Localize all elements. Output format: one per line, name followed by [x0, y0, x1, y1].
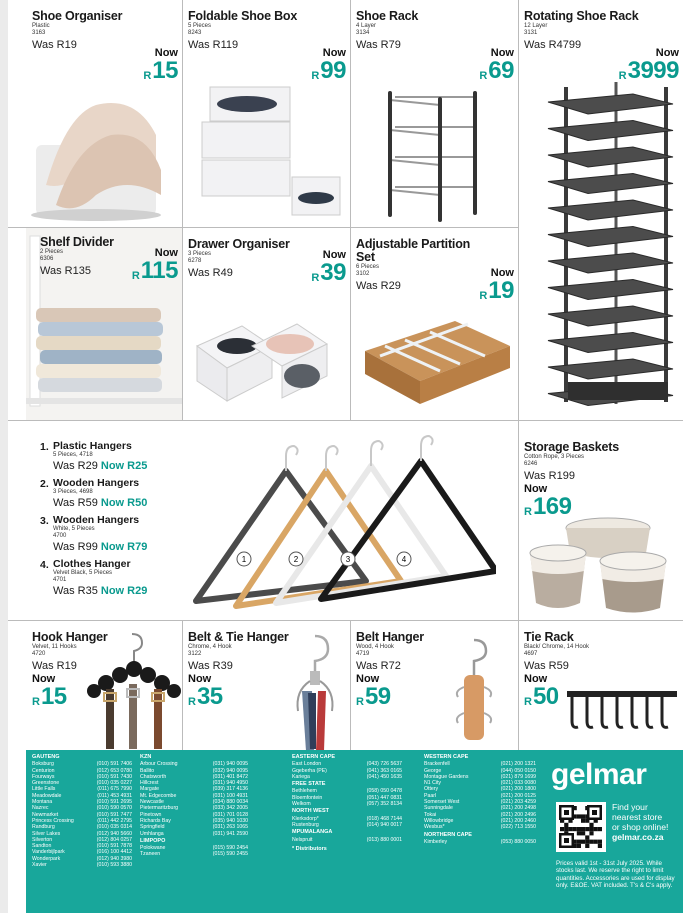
store-name: Newmarket: [32, 811, 59, 818]
hanger-meta: 3 Pieces, 4698: [53, 489, 93, 495]
product-name: Storage Baskets: [524, 440, 619, 454]
product-meta: 12 Layer: [524, 23, 548, 29]
product-name: Tie Rack: [524, 630, 574, 644]
store-name: Sandton: [32, 843, 52, 850]
store-name: Tokai: [424, 811, 437, 818]
hanger-number: 4.: [40, 559, 49, 571]
product-belt-hanger[interactable]: [350, 621, 518, 750]
region-title: LIMPOPO: [140, 837, 166, 844]
store-name: Welkom: [292, 801, 311, 808]
store-name: Paarl: [424, 792, 437, 799]
hanger-label-1: 1: [241, 555, 247, 564]
store-name: Boksburg: [32, 761, 54, 768]
product-name: Shelf Divider: [40, 235, 114, 249]
store-name: Wonderpark: [32, 855, 61, 862]
product-code: 3122: [188, 651, 202, 657]
product-meta: 5 Pieces: [188, 23, 212, 29]
store-phone: (010) 035 0314: [96, 824, 132, 831]
hanger-name: Clothes Hanger: [53, 558, 131, 570]
now-label: Now: [655, 47, 679, 59]
store-name: Mt. Edgecombe: [140, 792, 177, 799]
region-eastern-cape: [292, 754, 402, 853]
product-code: 6306: [40, 256, 54, 262]
now-label: Now: [188, 673, 212, 685]
hanger-name: Plastic Hangers: [53, 440, 132, 452]
store-name: Arbour Crossing: [140, 761, 178, 768]
store-row: [424, 839, 536, 845]
store-name: Bethlehem: [292, 788, 317, 795]
product-name: Shoe Rack: [356, 9, 419, 23]
store-row: [292, 801, 402, 807]
store-name: Newcastle: [140, 799, 164, 806]
store-directory-footer: [26, 750, 683, 913]
store-name: Chatsworth: [140, 773, 167, 780]
store-phone: (039) 317 4136: [212, 786, 248, 793]
product-meta: 3 Pieces: [188, 251, 212, 257]
product-code: 6246: [524, 461, 538, 467]
store-phone: (010) 591 7477: [96, 811, 132, 818]
store-name: Montana: [32, 799, 53, 806]
store-phone: (010) 591 7430: [96, 773, 132, 780]
store-phone: (010) 593 3880: [96, 862, 132, 869]
store-name: Ottery: [424, 786, 439, 793]
website-link[interactable]: gelmar.co.za: [612, 832, 664, 842]
product-code: 3163: [32, 30, 46, 36]
store-name: George: [424, 767, 442, 774]
hangers-image: [176, 431, 496, 620]
store-name: N1 City: [424, 780, 442, 787]
store-phone: (021) 200 1800: [500, 786, 536, 793]
store-phone: (010) 035 0227: [96, 780, 132, 787]
store-phone: (057) 352 8134: [366, 801, 402, 808]
store-phone: (010) 590 0570: [96, 805, 132, 812]
region-kzn: [140, 754, 248, 858]
store-phone: (012) 804 0257: [96, 836, 132, 843]
store-name: Richards Bay: [140, 817, 171, 824]
now-label: Now: [524, 673, 548, 685]
store-phone: (012) 940 3980: [96, 855, 132, 862]
product-name: Hook Hanger: [32, 630, 108, 644]
product-name: Belt & Tie Hanger: [188, 630, 289, 644]
store-name: Kariega: [292, 773, 310, 780]
partition-set-image: [350, 316, 518, 416]
was-price: Was R29: [356, 280, 401, 292]
store-phone: (031) 940 4950: [212, 780, 248, 787]
product-meta: Black/ Chrome, 14 Hook: [524, 644, 590, 650]
was-price: Was R135: [40, 265, 91, 277]
was-price: Was R119: [188, 39, 239, 51]
product-shoe-organiser[interactable]: [26, 0, 182, 227]
hanger-label-4: 4: [401, 555, 407, 564]
now-label: Now: [490, 47, 514, 59]
product-name: Belt Hanger: [356, 630, 424, 644]
store-phone: (035) 940 1030: [212, 817, 248, 824]
store-phone: (034) 880 0034: [212, 799, 248, 806]
belt-hanger-image: [444, 635, 504, 750]
product-rotating-shoe-rack[interactable]: [518, 0, 683, 420]
product-code: 4719: [356, 651, 370, 657]
hanger-number: 3.: [40, 515, 49, 527]
store-phone: (041) 363 0165: [366, 767, 402, 774]
now-price: $^R$115: [131, 257, 178, 284]
hook-hanger-image: [84, 629, 182, 749]
store-phone: (011) 453 4931: [97, 792, 132, 799]
now-label: Now: [154, 47, 178, 59]
product-code: 3131: [524, 30, 538, 36]
store-name: Pinetown: [140, 811, 162, 818]
was-price: Was R19: [32, 660, 77, 672]
region-title: FREE STATE: [292, 781, 326, 788]
hanger-number: 1.: [40, 441, 49, 453]
store-name: Brackenfell: [424, 761, 450, 768]
find-line-1: Find your: [612, 802, 648, 812]
store-phone: (032) 940 0095: [212, 767, 248, 774]
store-phone: (016) 100 4412: [96, 849, 132, 856]
store-phone: (044) 050 0150: [500, 767, 536, 774]
product-meta: Plastic: [32, 23, 50, 29]
product-meta: 6 Pieces: [356, 264, 380, 270]
hanger-name: Wooden Hangers: [53, 514, 140, 526]
product-meta: Wood, 4 Hook: [356, 644, 394, 650]
now-price: $^R$69: [479, 57, 514, 84]
was-price: Was R49: [188, 267, 233, 279]
store-name: Meadowdale: [32, 792, 62, 799]
product-code: 4720: [32, 651, 46, 657]
was-price: Was R199: [524, 470, 575, 482]
drawer-organiser-image: [182, 306, 350, 416]
store-phone: (031) 940 0095: [212, 761, 248, 768]
store-name: Greenstone: [32, 780, 60, 787]
store-name: Hillcrest: [140, 780, 159, 787]
product-meta: Chrome, 4 Hook: [188, 644, 232, 650]
product-shelf-divider[interactable]: [26, 228, 182, 420]
store-name: Gqeberha (PE): [292, 767, 327, 774]
store-name: Bloemfontein: [292, 794, 323, 801]
region-title: KZN: [140, 754, 152, 760]
product-name: Foldable Shoe Box: [188, 9, 298, 23]
store-name: Ballito: [140, 767, 155, 774]
store-phone: (043) 726 5637: [366, 761, 402, 768]
find-store-text: [612, 802, 668, 842]
store-row: [292, 837, 402, 843]
product-adjustable-partition-set[interactable]: [350, 228, 518, 420]
store-name: Princess Crossing: [32, 817, 74, 824]
store-phone: (010) 591 7878: [96, 843, 132, 850]
store-name: Willowbridge: [424, 817, 454, 824]
store-name: Randburg: [32, 824, 55, 831]
store-row: [140, 851, 248, 857]
store-row: [292, 774, 402, 780]
store-phone: (022) 713 1550: [500, 824, 536, 831]
store-phone: (011) 442 2795: [97, 817, 132, 824]
store-phone: (012) 653 0780: [96, 767, 132, 774]
store-phone: (021) 203 4259: [500, 799, 536, 806]
store-name: Wesbus*: [424, 824, 445, 831]
store-phone: (031) 263 1065: [212, 824, 248, 831]
now-label: Now: [524, 483, 548, 495]
hanger-meta: 5 Pieces, 4718: [53, 452, 93, 458]
store-name: Margate: [140, 786, 160, 793]
store-phone: (013) 880 0001: [366, 836, 402, 843]
now-price: $^R$99: [311, 57, 346, 84]
store-phone: (014) 940 0017: [366, 821, 402, 828]
find-line-3: or shop online!: [612, 822, 669, 832]
now-price: $^R$15: [32, 683, 67, 710]
store-name: Montague Gardens: [424, 773, 469, 780]
region-title: EASTERN CAPE: [292, 754, 336, 760]
hanger-price: Was R29 Now R25: [53, 460, 148, 472]
store-name: Little Falls: [32, 786, 56, 793]
store-name: Xavier: [32, 862, 47, 869]
store-name: Tzaneen: [140, 851, 161, 858]
product-meta: 2 Pieces: [40, 249, 64, 255]
storage-baskets-image: [518, 513, 683, 618]
store-phone: (015) 590 2455: [212, 851, 248, 858]
store-name: Silver Lakes: [32, 830, 61, 837]
store-phone: (021) 200 2498: [500, 805, 536, 812]
store-row: [140, 831, 248, 837]
product-code: 4697: [524, 651, 538, 657]
now-price: $^R$15: [143, 57, 178, 84]
now-label: Now: [322, 47, 346, 59]
gelmar-logo: gelmar: [551, 758, 647, 791]
product-meta: Velvet, 11 Hooks: [32, 644, 77, 650]
store-name: Vanderbijlpark: [32, 849, 65, 856]
store-name: Umhlanga: [140, 830, 164, 837]
product-tie-rack[interactable]: [518, 621, 683, 750]
product-hook-hanger[interactable]: [26, 621, 182, 750]
store-name: Silverton: [32, 836, 53, 843]
hanger-name: Wooden Hangers: [53, 477, 140, 489]
hanger-meta: Velvet Black, 5 Pieces: [53, 570, 113, 576]
store-phone: (010) 591 2695: [96, 799, 132, 806]
hanger-price: Was R59 Now R50: [53, 497, 148, 509]
store-name: Pietermaritzburg: [140, 805, 179, 812]
store-phone: (031) 701 0128: [212, 811, 248, 818]
store-phone: (015) 590 2454: [212, 845, 248, 852]
product-foldable-shoe-box[interactable]: [182, 0, 350, 227]
hanger-price: Was R99 Now R79: [53, 541, 148, 553]
store-phone: (051) 447 0831: [366, 794, 402, 801]
region-title: NORTHERN CAPE: [424, 831, 472, 838]
store-name: Klerksdorp*: [292, 815, 319, 822]
store-row: [292, 822, 402, 828]
qr-code[interactable]: [556, 802, 606, 852]
find-line-2: nearest store: [612, 812, 663, 822]
product-meta: 4 Layer: [356, 23, 377, 29]
product-code: 8243: [188, 30, 202, 36]
region-title: MPUMALANGA: [292, 829, 333, 836]
store-phone: (012) 940 5660: [96, 830, 132, 837]
now-price: $^R$39: [311, 259, 346, 286]
store-phone: (031) 941 2590: [212, 830, 248, 837]
store-row: [424, 824, 536, 830]
shoe-rack-image: [350, 85, 518, 225]
store-phone: (031) 401 8472: [212, 773, 248, 780]
store-name: Polokwane: [140, 845, 166, 852]
now-price: $^R$19: [479, 277, 514, 304]
product-shoe-rack[interactable]: [350, 0, 518, 227]
was-price: Was R59: [524, 660, 569, 672]
was-price: Was R19: [32, 39, 77, 51]
was-price: Was R79: [356, 39, 401, 51]
product-code: 3102: [356, 271, 370, 277]
store-phone: (058) 050 0478: [366, 788, 402, 795]
hanger-number: 2.: [40, 478, 49, 490]
now-label: Now: [154, 247, 178, 259]
store-phone: (021) 200 2460: [500, 817, 536, 824]
store-name: Nelspruit: [292, 836, 313, 843]
store-phone: (041) 450 1635: [366, 773, 402, 780]
distributors-note: * Distributors: [292, 845, 327, 852]
now-price: $^R$35: [188, 683, 223, 710]
now-price: $^R$169: [524, 493, 572, 520]
tie-rack-image: [562, 681, 682, 741]
store-name: Springfield: [140, 824, 165, 831]
hanger-meta: 4701: [53, 577, 67, 583]
region-title: WESTERN CAPE: [424, 754, 469, 760]
now-price: $^R$59: [356, 683, 391, 710]
store-row: [32, 862, 132, 868]
store-phone: (021) 033 0080: [500, 780, 536, 787]
now-label: Now: [490, 267, 514, 279]
region-title: NORTH WEST: [292, 808, 329, 815]
hangers-panel: [26, 421, 518, 620]
product-code: 3134: [356, 30, 370, 36]
hanger-label-2: 2: [293, 555, 299, 564]
region-western-cape: [424, 754, 536, 845]
product-belt-tie-hanger[interactable]: [182, 621, 350, 750]
store-name: Fourways: [32, 773, 55, 780]
region-title: GAUTENG: [32, 754, 60, 760]
belt-tie-hanger-image: [280, 631, 350, 750]
product-name: Drawer Organiser: [188, 237, 290, 251]
hanger-price: Was R35 Now R29: [53, 585, 148, 597]
store-phone: (021) 879 1699: [500, 773, 536, 780]
product-name: Shoe Organiser: [32, 9, 123, 23]
store-phone: (031) 100 4931: [212, 792, 248, 799]
product-name: Adjustable Partition: [356, 237, 471, 251]
now-label: Now: [322, 249, 346, 261]
hanger-label-3: 3: [345, 555, 351, 564]
region-gauteng: [32, 754, 132, 868]
store-phone: (021) 200 1321: [500, 761, 536, 768]
store-name: Centurion: [32, 767, 55, 774]
store-phone: (018) 468 7144: [366, 815, 402, 822]
shoe-box-image: [182, 82, 350, 227]
store-phone: (021) 200 0125: [500, 792, 536, 799]
rotating-shoe-rack-image: [518, 82, 683, 417]
hanger-meta: White, 5 Pieces: [53, 526, 95, 532]
catalogue-page: [8, 0, 683, 913]
store-phone: (021) 200 2496: [500, 811, 536, 818]
store-phone: (010) 591 7406: [96, 761, 132, 768]
now-price: $^R$3999: [618, 57, 679, 84]
hanger-meta: 4700: [53, 533, 67, 539]
now-price: $^R$50: [524, 683, 559, 710]
product-name-line-2: Set: [356, 250, 375, 264]
store-name: Kimberley: [424, 838, 448, 845]
store-name: Somerset West: [424, 799, 460, 806]
product-name: Rotating Shoe Rack: [524, 9, 639, 23]
fine-print: Prices valid 1st - 31st July 2025. While stocks last. We reserve the right to limit quantities. Accessories are used for display only. E&OE. VAT included. T's & C's apply.: [556, 860, 675, 890]
was-price: Was R72: [356, 660, 401, 672]
shoe-organiser-image: [26, 75, 182, 225]
product-drawer-organiser[interactable]: [182, 228, 350, 420]
store-name: Nazrec: [32, 805, 49, 812]
store-name: Rustenburg: [292, 821, 319, 828]
product-meta: Cotton Rope, 3 Pieces: [524, 454, 585, 460]
product-storage-baskets[interactable]: [518, 421, 683, 620]
was-price: Was R39: [188, 660, 233, 672]
was-price: Was R4799: [524, 39, 582, 51]
store-name: Sunningdale: [424, 805, 453, 812]
store-phone: (033) 342 2005: [212, 805, 248, 812]
store-phone: (053) 880 0050: [500, 838, 536, 845]
store-phone: (011) 675 7990: [97, 786, 132, 793]
now-label: Now: [356, 673, 380, 685]
store-name: East London: [292, 761, 322, 768]
product-code: 6278: [188, 258, 202, 264]
now-label: Now: [32, 673, 56, 685]
